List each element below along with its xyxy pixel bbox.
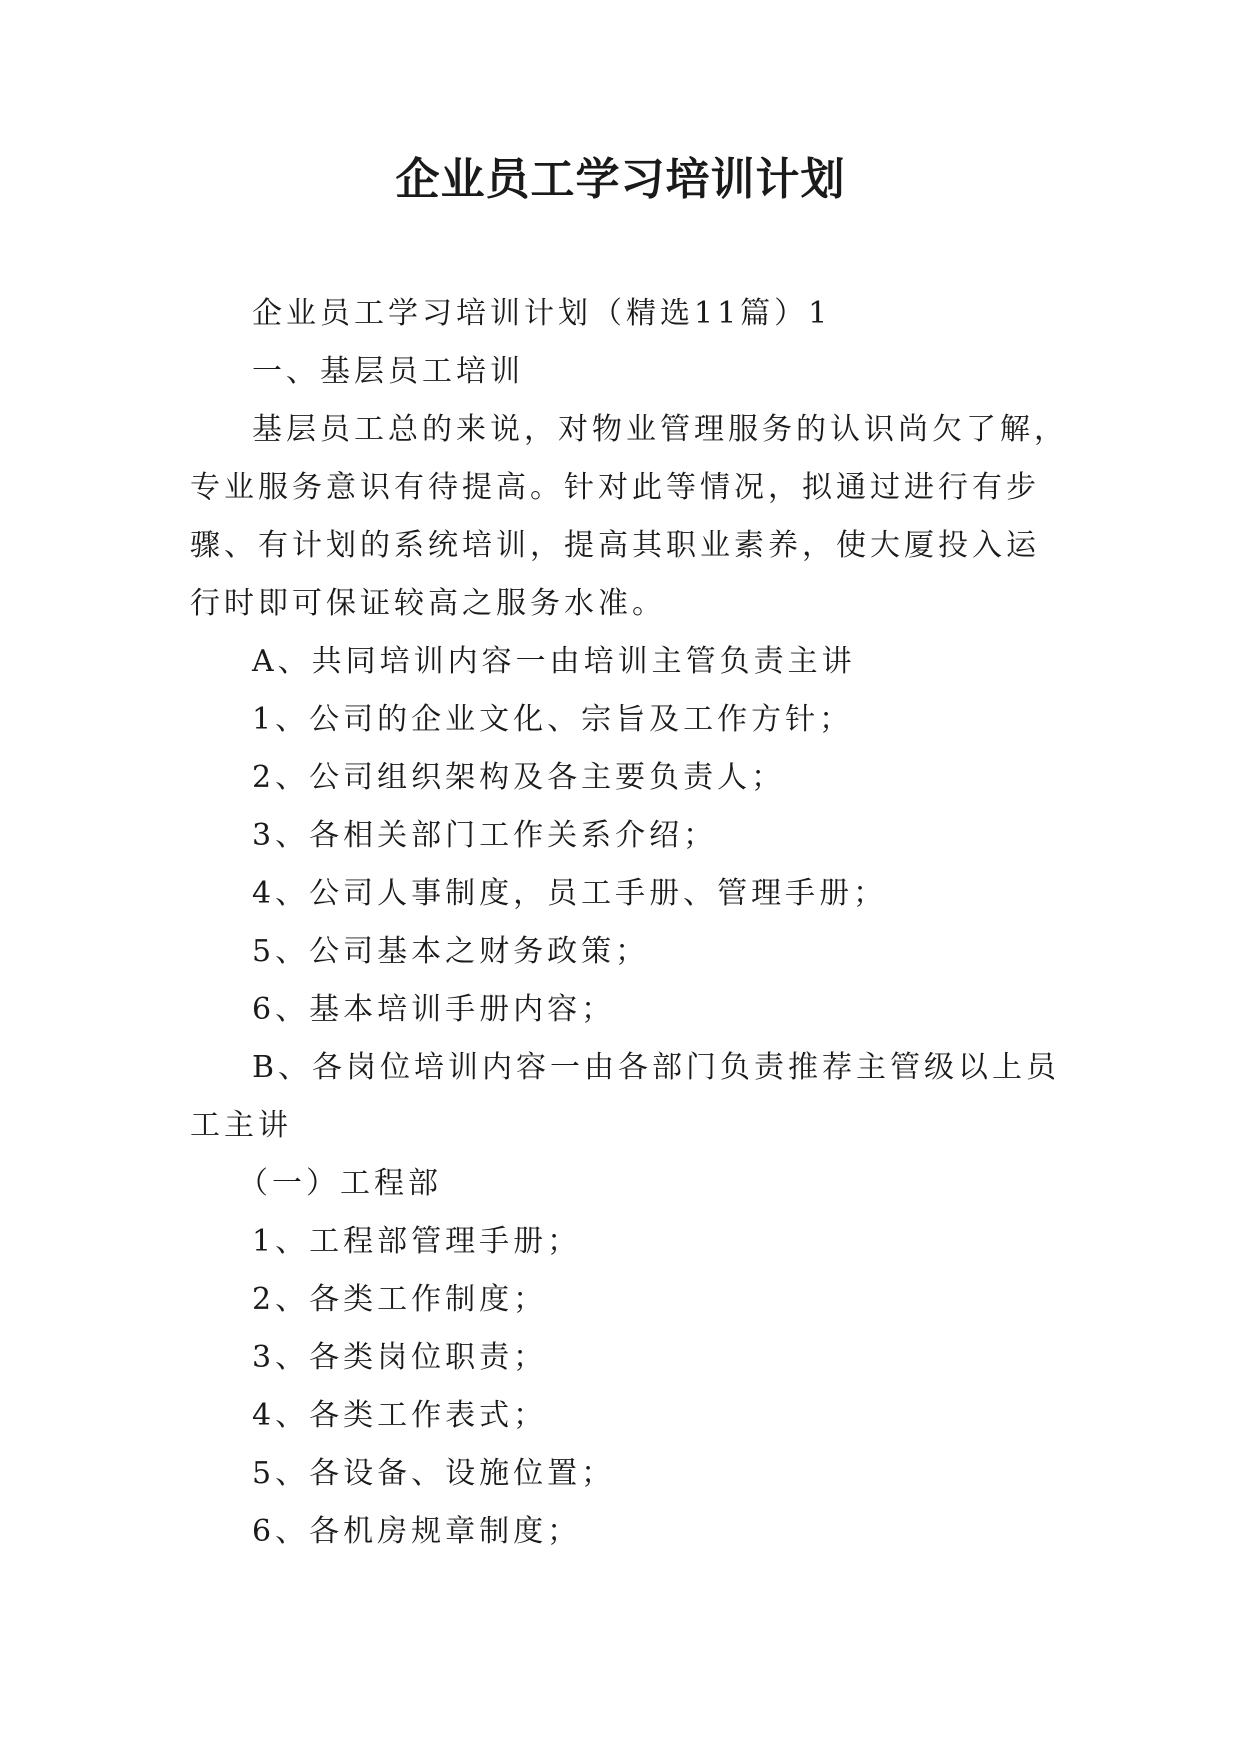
list-item: 4、各类工作表式； — [252, 1398, 548, 1433]
paragraph-department-heading: （一）工程部 — [238, 1166, 442, 1201]
list-item: 5、公司基本之财务政策； — [252, 934, 650, 969]
list-item: 1、公司的企业文化、宗旨及工作方针； — [252, 702, 854, 737]
document-body — [190, 285, 1070, 1561]
document-title: 企业员工学习培训计划 — [395, 154, 846, 205]
paragraph-subtitle: 企业员工学习培训计划（精选11篇）1 — [252, 296, 832, 331]
list-item: 5、各设备、设施位置； — [252, 1456, 616, 1491]
list-item: 6、基本培训手册内容； — [252, 992, 616, 1027]
list-item: 3、各相关部门工作关系介绍； — [252, 818, 718, 853]
paragraph-intro: 基层员工总的来说，对物业管理服务的认识尚欠了解，专业服务意识有待提高。针对此等情况，拟通过进行有步骤、有计划的系统培训，提高其职业素养，使大厦投入运行时即可保证较高之服务水准。 — [190, 412, 1068, 621]
list-item: 2、各类工作制度； — [252, 1282, 548, 1317]
paragraph-part-b-heading: B、各岗位培训内容一由各部门负责推荐主管级以上员工主讲 — [190, 1050, 1061, 1143]
paragraph-section-heading: 一、基层员工培训 — [252, 354, 524, 389]
list-item: 4、公司人事制度，员工手册、管理手册； — [252, 876, 888, 911]
paragraph-part-a-heading: A、共同培训内容一由培训主管负责主讲 — [252, 644, 856, 679]
list-item: 1、工程部管理手册； — [252, 1224, 582, 1259]
list-item: 6、各机房规章制度； — [252, 1514, 582, 1549]
list-item: 2、公司组织架构及各主要负责人； — [252, 760, 786, 795]
list-item: 3、各类岗位职责； — [252, 1340, 548, 1375]
